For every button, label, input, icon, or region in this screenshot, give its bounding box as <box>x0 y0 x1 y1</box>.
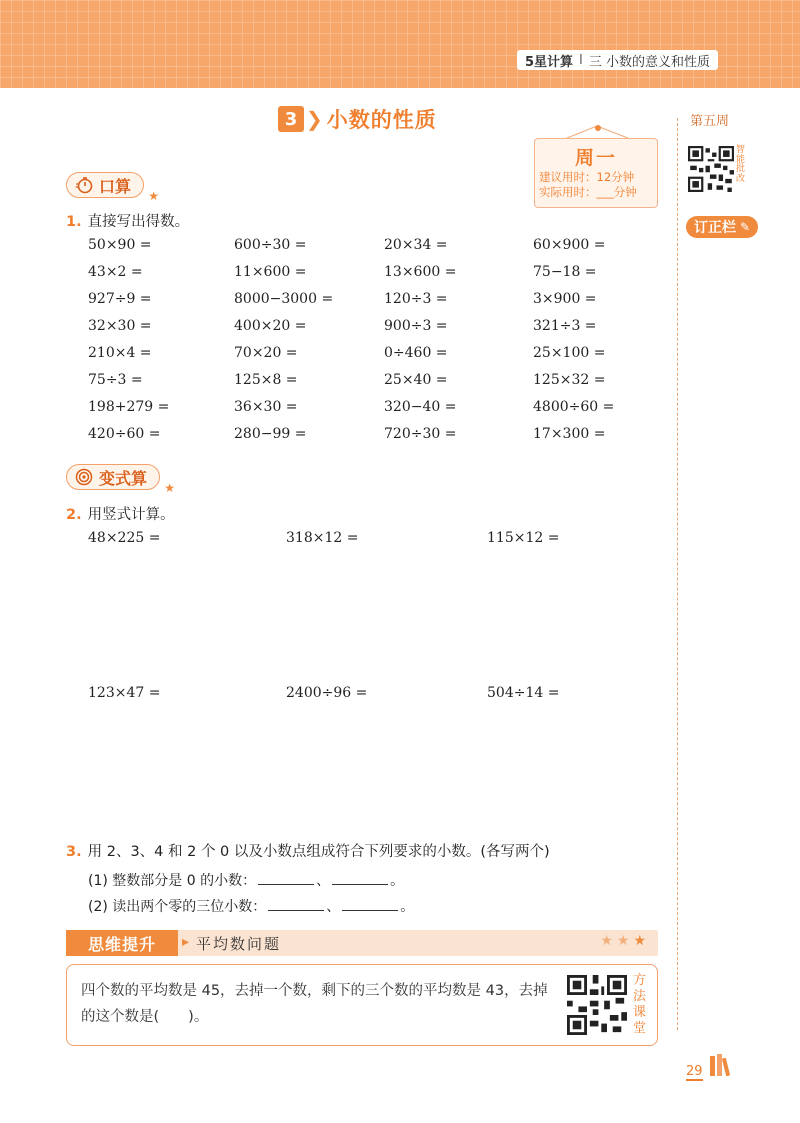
week-label: 第五周 <box>690 114 730 129</box>
suggested-time: 建议用时：12分钟 <box>539 170 635 184</box>
q2-prompt: 用竖式计算。 <box>87 507 175 523</box>
vertical-calc-item[interactable]: 48×225 = <box>88 530 161 546</box>
oral-calc-item[interactable]: 43×2 = <box>88 264 143 280</box>
actual-time: 实际用时：___分钟 <box>539 185 637 199</box>
comma: 、 <box>316 873 331 889</box>
vertical-calc-item[interactable]: 504÷14 = <box>487 685 560 701</box>
qr-side-label: 智能批改 <box>736 145 746 184</box>
period: 。 <box>390 873 405 889</box>
section-variant-tag <box>66 464 176 495</box>
target-icon <box>75 468 93 486</box>
oral-calc-item[interactable]: 36×30 = <box>234 399 298 415</box>
page-number: 29 <box>686 1064 703 1079</box>
header-band <box>0 0 800 88</box>
correction-label: 订正栏 <box>693 220 736 236</box>
chevron-right-icon: ❯ <box>306 107 323 131</box>
vertical-calc-item[interactable]: 318×12 = <box>286 530 359 546</box>
oral-calc-item[interactable]: 210×4 = <box>88 345 152 361</box>
chapter-label: 三 小数的意义和性质 <box>588 54 711 70</box>
star-icon: ★ <box>633 933 650 949</box>
running-header <box>517 50 718 70</box>
oral-calc-item[interactable]: 50×90 = <box>88 237 152 253</box>
oral-calc-item[interactable]: 420÷60 = <box>88 426 161 442</box>
lesson-title <box>278 104 437 134</box>
oral-calc-item[interactable]: 125×32 = <box>533 372 606 388</box>
thinking-bar <box>66 930 658 956</box>
method-class-label: 方法课堂 <box>633 973 647 1036</box>
oral-calc-item[interactable]: 13×600 = <box>384 264 457 280</box>
correction-column-tag <box>686 216 758 238</box>
oral-calc-item[interactable]: 60×900 = <box>533 237 606 253</box>
thinking-box <box>66 964 658 1046</box>
oral-calc-item[interactable]: 198+279 = <box>88 399 170 415</box>
qr-code-icon[interactable] <box>688 146 734 192</box>
q2-heading <box>66 503 175 524</box>
day-label: 周一 <box>574 147 617 169</box>
oral-calc-item[interactable]: 600÷30 = <box>234 237 307 253</box>
q3-sub1-label: (1) 整数部分是 0 的小数： <box>88 873 257 889</box>
q1-number: 1. <box>66 214 82 230</box>
brand-label: 5星计算 <box>525 54 574 70</box>
q3-number: 3. <box>66 844 82 860</box>
oral-calc-item[interactable]: 0÷460 = <box>384 345 448 361</box>
period: 。 <box>400 899 415 915</box>
oral-calc-item[interactable]: 75−18 = <box>533 264 597 280</box>
q3-sub2-label: (2) 读出两个零的三位小数： <box>88 899 267 915</box>
vertical-calc-item[interactable]: 115×12 = <box>487 530 560 546</box>
oral-calc-item[interactable]: 11×600 = <box>234 264 307 280</box>
thinking-text-line1: 四个数的平均数是 45，去掉一个数，剩下的三个数的平均数是 43，去掉 <box>81 983 548 999</box>
answer-blank[interactable] <box>268 897 324 911</box>
oral-calc-item[interactable]: 927÷9 = <box>88 291 152 307</box>
books-icon <box>708 1052 736 1078</box>
answer-blank[interactable] <box>342 897 398 911</box>
lesson-title-text: 小数的性质 <box>326 108 437 132</box>
oral-calc-item[interactable]: 321÷3 = <box>533 318 597 334</box>
sidebar-divider <box>677 118 678 1030</box>
star-icon: ★ <box>164 481 176 495</box>
oral-calc-item[interactable]: 25×40 = <box>384 372 448 388</box>
oral-calc-item[interactable]: 125×8 = <box>234 372 298 388</box>
q1-heading <box>66 210 189 231</box>
star-icon: ★ <box>616 933 634 949</box>
q3-heading <box>66 840 550 861</box>
oral-calc-item[interactable]: 900÷3 = <box>384 318 448 334</box>
oral-calc-item[interactable]: 280−99 = <box>234 426 307 442</box>
oral-calc-item[interactable]: 4800÷60 = <box>533 399 615 415</box>
oral-calc-item[interactable]: 17×300 = <box>533 426 606 442</box>
thinking-subtitle: 平均数问题 <box>196 935 282 953</box>
oral-calc-item[interactable]: 75÷3 = <box>88 372 143 388</box>
stopwatch-icon <box>75 176 93 194</box>
q1-prompt: 直接写出得数。 <box>87 214 190 230</box>
q3-sub2 <box>88 896 414 916</box>
difficulty-stars <box>600 933 650 949</box>
section-oral-label: 口算 <box>99 176 132 196</box>
pencil-icon: ✎ <box>739 220 751 234</box>
section-oral-tag <box>66 172 160 203</box>
oral-calc-item[interactable]: 32×30 = <box>88 318 152 334</box>
oral-calc-item[interactable]: 400×20 = <box>234 318 307 334</box>
qr-code-icon[interactable] <box>567 975 627 1035</box>
oral-calc-item[interactable]: 25×100 = <box>533 345 606 361</box>
vertical-calc-item[interactable]: 2400÷96 = <box>286 685 368 701</box>
comma: 、 <box>326 899 341 915</box>
star-icon: ★ <box>600 933 617 949</box>
day-board <box>534 138 658 208</box>
star-icon: ★ <box>148 189 160 203</box>
arrow-right-icon: ▸ <box>182 934 190 950</box>
lesson-number: 3 <box>278 106 304 132</box>
vertical-calc-item[interactable]: 123×47 = <box>88 685 161 701</box>
oral-calc-item[interactable]: 20×34 = <box>384 237 448 253</box>
q3-prompt: 用 2、3、4 和 2 个 0 以及小数点组成符合下列要求的小数。(各写两个) <box>87 844 550 860</box>
oral-calc-item[interactable]: 3×900 = <box>533 291 597 307</box>
q2-number: 2. <box>66 507 82 523</box>
oral-calc-item[interactable]: 320−40 = <box>384 399 457 415</box>
oral-calc-item[interactable]: 720÷30 = <box>384 426 457 442</box>
thinking-tag: 思维提升 <box>66 930 178 956</box>
oral-calc-item[interactable]: 8000−3000 = <box>234 291 334 307</box>
oral-calc-item[interactable]: 120÷3 = <box>384 291 448 307</box>
section-variant-label: 变式算 <box>99 468 148 488</box>
answer-blank[interactable] <box>258 871 314 885</box>
answer-blank[interactable] <box>332 871 388 885</box>
header-separator: I <box>579 52 583 68</box>
thinking-text-line2: 的这个数是( )。 <box>81 1009 209 1025</box>
q3-sub1 <box>88 870 404 890</box>
oral-calc-item[interactable]: 70×20 = <box>234 345 298 361</box>
oral-grid <box>88 237 648 453</box>
